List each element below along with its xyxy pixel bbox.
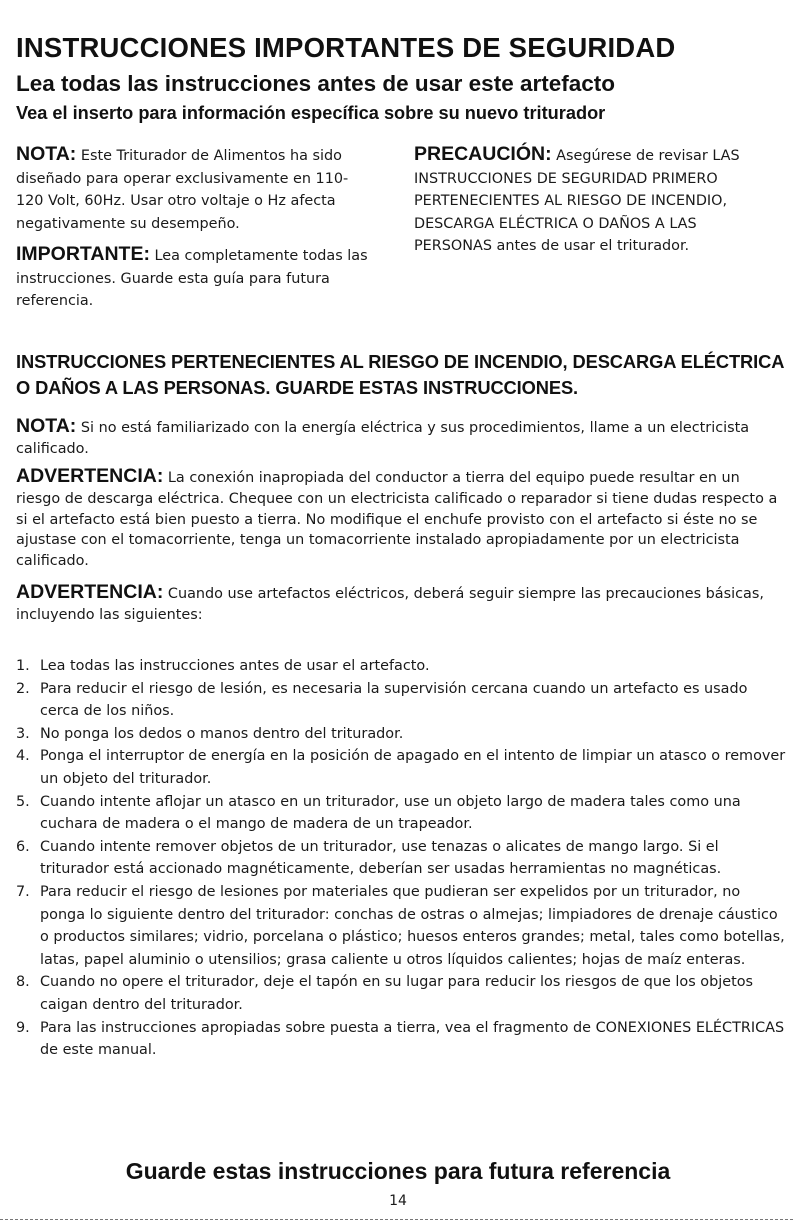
precaucion-label: PRECAUCIÓN: [414, 143, 552, 165]
importante-text: Lea completamente todas las instrucciones. Guarde esta guía para futura referencia. [16, 248, 368, 309]
fire-shock-heading: INSTRUCCIONES PERTENECIENTES AL RIESGO DE INCENDIO, DESCARGA ELÉCTRICA O DAÑOS A LAS PERSONAS. GUARDE ESTAS INSTRUCCIONES. [16, 351, 784, 398]
list-item [16, 836, 786, 881]
precaucion-text: Asegúrese de revisar LAS INSTRUCCIONES DE SEGURIDAD PRIMERO PERTENECIENTES AL RIESGO DE INCENDIO, DESCARGA ELÉCTRICA O DAÑOS A LAS PERSONAS antes de usar el triturador. [414, 148, 740, 254]
nota-label: NOTA: [16, 143, 77, 165]
advertencia-1-text: La conexión inapropiada del conductor a tierra del equipo puede resultar en un riesgo de descarga eléctrica. Chequee con un electricista calificado o reparador si tiene dudas respecto a si el artefacto está bien puesto a tierra. No modifique el enchufe provisto con el artefacto si éste no se ajustase con el tomacorriente, tenga un tomacorriente instalado apropiadamente por un electricista calificado. [16, 470, 778, 570]
page-title: INSTRUCCIONES IMPORTANTES DE SEGURIDAD [16, 32, 676, 63]
list-item [16, 971, 786, 1016]
list-item-number: 9. [16, 1019, 30, 1036]
list-item-number: 2. [16, 680, 30, 697]
list-item [16, 791, 786, 836]
manual-page [14, 0, 786, 1225]
left-column [16, 143, 378, 313]
list-item-number: 5. [16, 793, 30, 810]
list-item [16, 745, 786, 790]
safety-list [16, 655, 786, 1062]
nota-electricity-paragraph [16, 416, 786, 460]
subtitle-read-all: Lea todas las instrucciones antes de usar este artefacto [16, 71, 615, 96]
list-item-number: 6. [16, 838, 30, 855]
right-column [414, 143, 779, 258]
list-item-number: 8. [16, 974, 30, 991]
advertencia-grounding-paragraph [16, 466, 786, 572]
list-item-text: No ponga los dedos o manos dentro del triturador. [40, 725, 404, 742]
importante-paragraph [16, 243, 378, 313]
nota-2-text: Si no está familiarizado con la energía eléctrica y sus procedimientos, llame a un electricista calificado. [16, 420, 750, 457]
footer-title: Guarde estas instrucciones para futura referencia [125, 1158, 671, 1184]
list-item-number: 4. [16, 748, 30, 765]
subtitle-see-insert: Vea el inserto para información específica sobre su nuevo triturador [16, 103, 606, 123]
list-item [16, 723, 786, 746]
list-item-text: Ponga el interruptor de energía en la posición de apagado en el intento de limpiar un atasco o remover un objeto del triturador. [40, 748, 786, 787]
list-item-text: Para las instrucciones apropiadas sobre puesta a tierra, vea el fragmento de CONEXIONES ELÉCTRICAS de este manual. [40, 1019, 785, 1059]
page-bottom-rule [0, 1219, 793, 1220]
list-item-text: Cuando intente aflojar un atasco en un triturador, use un objeto largo de madera tales como una cuchara de madera o el mango de madera de un trapeador. [40, 793, 741, 833]
list-item-text: Lea todas las instrucciones antes de usar el artefacto. [40, 658, 430, 674]
list-item-number: 7. [16, 883, 30, 900]
list-item-text: Para reducir el riesgo de lesión, es necesaria la supervisión cercana cuando un artefacto es usado cerca de los niños. [40, 680, 748, 720]
nota-text: Este Triturador de Alimentos ha sido diseñado para operar exclusivamente en 110- 120 Volt, 60Hz. Usar otro voltaje o Hz afecta negativamente su desempeño. [16, 148, 349, 232]
list-item [16, 678, 786, 723]
list-item-text: Para reducir el riesgo de lesiones por materiales que pudieran ser expelidos por un triturador, no ponga lo siguiente dentro del triturador: conchas de ostras o almejas; limpiadores de drenaje cáustico o productos similares; vidrio, porcelana o plástico; huesos enteros grandes; metal, tales como botellas, latas, papel aluminio o utensilios; grasa caliente u otros líquidos calientes; hojas de maíz enteras. [40, 883, 785, 968]
list-item-number: 1. [16, 658, 30, 674]
list-item [16, 655, 786, 678]
importante-label: IMPORTANTE: [16, 243, 150, 265]
list-item-text: Cuando no opere el triturador, deje el tapón en su lugar para reducir los riesgos de que los objetos caigan dentro del triturador. [40, 974, 754, 1013]
advertencia-2-label: ADVERTENCIA: [16, 581, 164, 603]
list-item [16, 1017, 786, 1062]
nota-2-label: NOTA: [16, 415, 77, 437]
nota-paragraph [16, 143, 378, 235]
advertencia-precautions-paragraph [16, 582, 786, 626]
page-number: 14 [389, 1193, 407, 1209]
advertencia-2-text: Cuando use artefactos eléctricos, deberá seguir siempre las precauciones básicas, incluyendo las siguientes: [16, 586, 764, 623]
list-item [16, 881, 786, 971]
list-item-text: Cuando intente remover objetos de un triturador, use tenazas o alicates de mango largo. Si el triturador está accionado magnéticamente, deberían ser usadas herramientas no magnéticas. [40, 838, 722, 878]
list-item-number: 3. [16, 725, 30, 742]
advertencia-1-label: ADVERTENCIA: [16, 465, 164, 487]
precaucion-paragraph [414, 143, 779, 258]
